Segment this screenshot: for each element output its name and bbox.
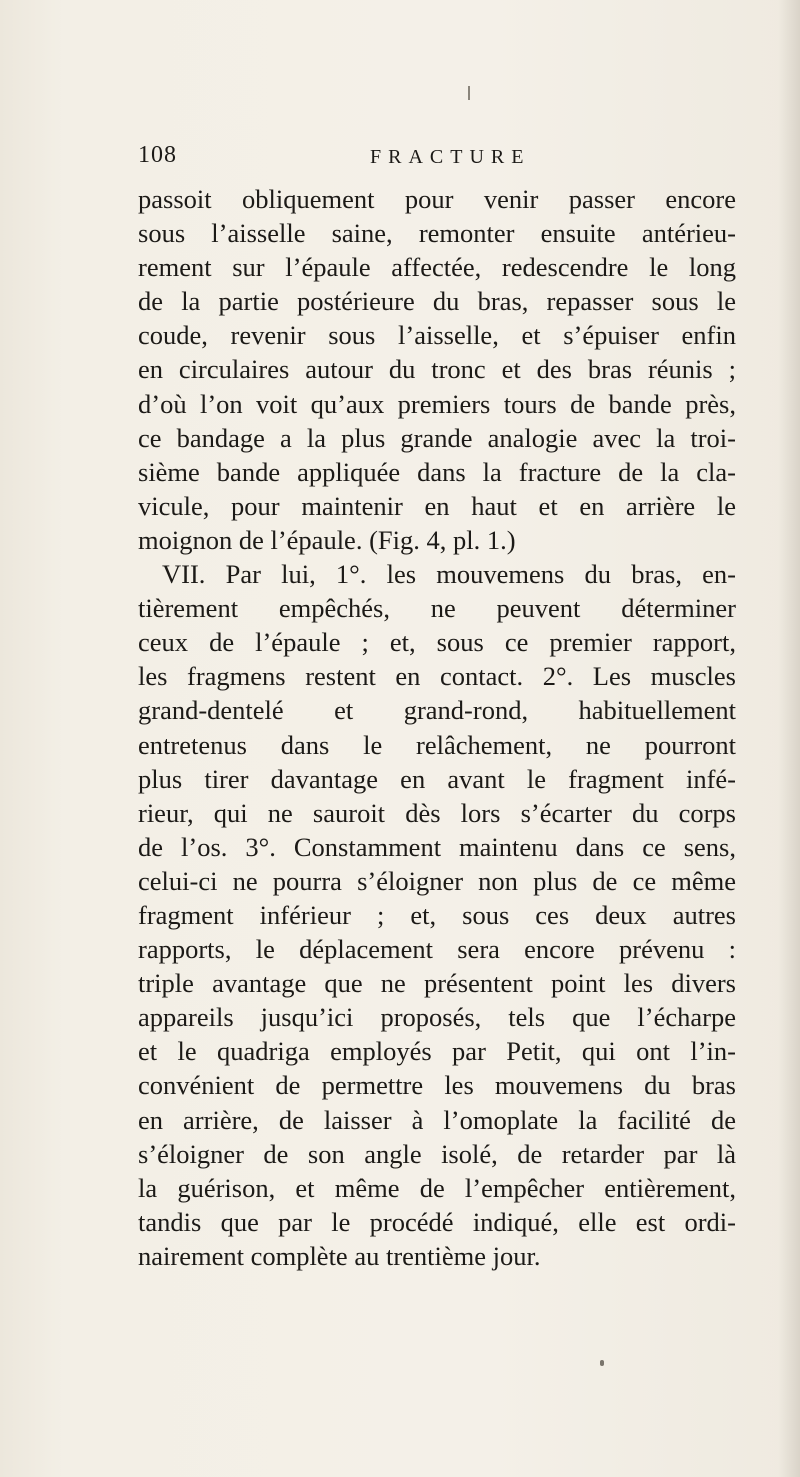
text-line: rement sur l’épaule affectée, redescendre le long (138, 252, 736, 283)
text-line: celui-ci ne pourra s’éloigner non plus de ce même (138, 865, 736, 896)
text-line: de la partie postérieure du bras, repasser sous le (138, 286, 736, 317)
text-line: de l’os. 3°. Constamment maintenu dans ce sens, (138, 831, 736, 862)
text-line: ceux de l’épaule ; et, sous ce premier rapport, (138, 627, 736, 658)
text-line: d’où l’on voit qu’aux premiers tours de bande près, (138, 388, 736, 419)
text-line: rieur, qui ne sauroit dès lors s’écarter du corps (138, 797, 736, 828)
text-line: rapports, le déplacement sera encore prévenu : (138, 934, 736, 965)
text-line: moignon de l’épaule. (Fig. 4, pl. 1.) (138, 524, 516, 555)
text-line: en arrière, de laisser à l’omoplate la facilité de (138, 1104, 736, 1135)
running-head (138, 142, 738, 174)
text-line: plus tirer davantage en avant le fragment infé- (138, 763, 736, 794)
text-line: coude, revenir sous l’aisselle, et s’épuiser enfin (138, 320, 736, 351)
text-line: tandis que par le procédé indiqué, elle est ordi- (138, 1206, 736, 1237)
text-line: vicule, pour maintenir en haut et en arrière le (138, 490, 736, 521)
text-line: appareils jusqu’ici proposés, tels que l’écharpe (138, 1002, 736, 1033)
text-line: tièrement empêchés, ne peuvent déterminer (138, 593, 736, 624)
body-text (138, 182, 736, 1273)
text-line: la guérison, et même de l’empêcher entièrement, (138, 1172, 736, 1203)
text-line: passoit obliquement pour venir passer encore (138, 184, 736, 214)
text-line: sième bande appliquée dans la fracture de la cla- (138, 456, 736, 487)
running-title: FRACTURE (370, 146, 531, 168)
text-line: entretenus dans le relâchement, ne pourront (138, 729, 736, 760)
text-line: nairement complète au trentième jour. (138, 1240, 541, 1271)
page-edge-shadow (778, 0, 800, 1477)
text-line: sous l’aisselle saine, remonter ensuite antérieu- (138, 218, 736, 249)
page-number: 108 (138, 142, 177, 168)
text-line: ce bandage a la plus grande analogie avec la troi- (138, 422, 736, 453)
ink-speck (600, 1360, 604, 1366)
text-line: triple avantage que ne présentent point les divers (138, 968, 736, 999)
text-line: s’éloigner de son angle isolé, de retarder par là (138, 1138, 736, 1169)
ink-mark (468, 86, 470, 100)
text-line: grand-dentelé et grand-rond, habituellement (138, 695, 736, 726)
text-line: et le quadriga employés par Petit, qui ont l’in- (138, 1036, 736, 1067)
text-line: les fragmens restent en contact. 2°. Les muscles (138, 661, 736, 692)
text-line: convénient de permettre les mouvemens du bras (138, 1070, 736, 1101)
text-line: fragment inférieur ; et, sous ces deux autres (138, 899, 736, 930)
text-line: en circulaires autour du tronc et des bras réunis ; (138, 354, 736, 385)
section-start-line: VII. Par lui, 1°. les mouvemens du bras, en- (162, 559, 736, 590)
